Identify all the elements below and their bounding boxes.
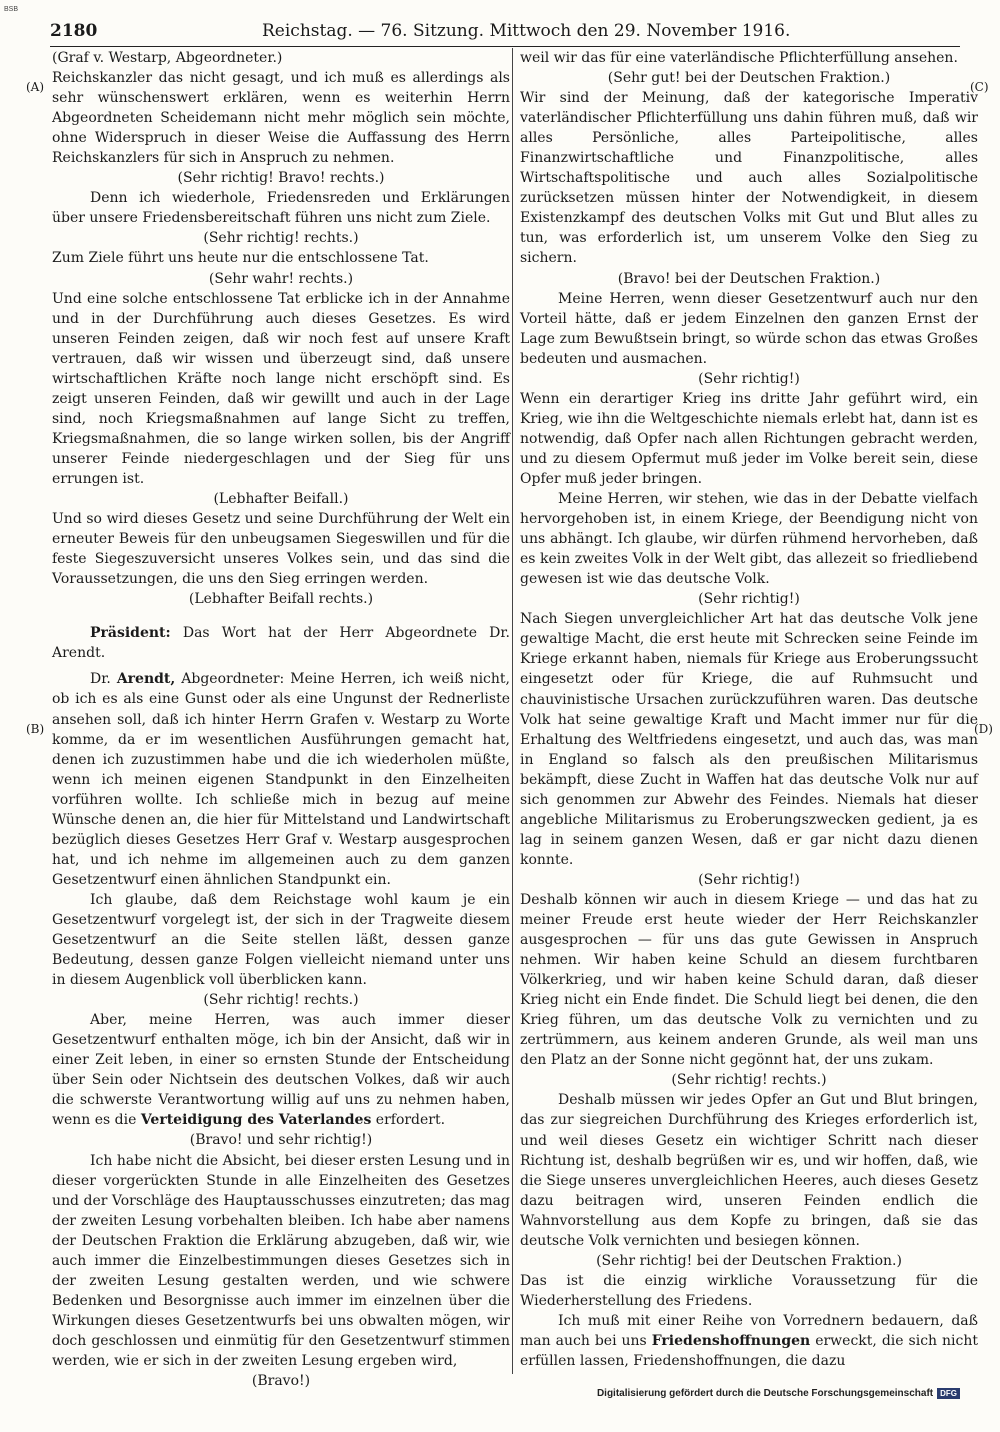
header-rule [50, 46, 960, 47]
paragraph-text: Aber, meine Herren, was auch immer dieser Gesetzentwurf enthalten möge, ich bin der Ansicht, daß wir in einer Zeit leben, in einer so ernsten Stunde der Entscheidung über Sein oder Nichtsein des deutschen Volkes, daß wir auch die schwerste Verantwortung willig auf uns zu nehmen haben, wenn es die [52, 1012, 510, 1129]
margin-marker-b: (B) [26, 722, 45, 736]
interjection: (Bravo! und sehr richtig!) [189, 1132, 373, 1149]
interjection: (Sehr richtig!) [698, 370, 800, 387]
interjection: (Sehr wahr! rechts.) [208, 270, 354, 287]
interjection: (Bravo! bei der Deutschen Fraktion.) [617, 270, 881, 287]
paragraph [52, 1010, 510, 1130]
interjection: (Sehr richtig! Bravo! rechts.) [177, 170, 385, 187]
paragraph: Deshalb können wir auch in diesem Kriege — und das hat zu meiner Freude erst heute wieder der Herr Reichskanzler ausgesprochen — für uns das gute Gewissen in Anspruch nehmen. Wir haben keine Schuld an diesem furchtbaren Völkerkrieg, und wir haben keine Schuld daran, daß dieser Krieg nicht ein Ende findet. Die Schuld liegt bei denen, die den Krieg führen, um das deutsche Volk zu vernichten und zu zertrümmern, aus keinem anderen Grunde, als weil man uns den Platz an der Sonne nicht gegönnt hat, der uns zukam. [520, 891, 978, 1069]
president-statement [52, 623, 510, 663]
speaker-president: Präsident: [90, 625, 171, 642]
interjection: (Sehr richtig! rechts.) [203, 230, 359, 247]
page-header [50, 20, 960, 42]
paragraph: Das ist die einzig wirkliche Voraussetzung für die Wiederherstellung des Friedens. [520, 1272, 978, 1309]
page-number: 2180 [50, 21, 98, 41]
paragraph: Ich glaube, daß dem Reichstage wohl kaum je ein Gesetzentwurf vorgelegt ist, der sich in der Tragweite diesem Gesetzentwurf an die Seite stellen läßt, dessen ganze Bedeutung, dessen ganze Folgen vielleicht niemand unter uns in diesem Augenblick voll überblicken kann. [52, 891, 510, 989]
paragraph: weil wir das für eine vaterländische Pflichterfüllung ansehen. [520, 50, 958, 66]
paragraph-text: erfordert. [375, 1112, 446, 1129]
paragraph: Wir sind der Meinung, daß der kategorische Imperativ vaterländischer Pflichterfüllung uns dahin führen muß, daß wir alles Persönliche, alles Parteipolitische, alles Finanzwirtschaftliche und Finanzpolitische, alles Wirtschaftspolitische und auch alles Sozialpolitische zurücksetzen müssen hinter der Notwendigkeit, in diesem Existenzkampf des deutschen Volks mit Gut und Blut alles zu tun, was erforderlich ist, um unserem Volke den Sieg zu sichern. [520, 90, 978, 267]
paragraph: Reichskanzler das nicht gesagt, und ich muß es allerdings als sehr wünschenswert erklären, wenn es weiterhin Herrn Abgeordneten Scheidemann nicht mehr möglich sein möchte, ohne Widerspruch in dieser Weise die Auffassung des Herrn Reichskanzlers für sich in Anspruch zu nehmen. [52, 70, 510, 167]
paragraph [520, 1311, 978, 1371]
paragraph: Meine Herren, wir stehen, wie das in der Debatte vielfach hervorgehoben ist, in einem Kriege, der Beendigung nicht von uns abhängt. Ich glaube, wir dürfen rühmend hervorheben, daß es kein zweites Volk in der Welt gibt, das allezeit so friedliebend gewesen ist wie das deutsche Volk. [520, 491, 978, 588]
paragraph: Und eine solche entschlossene Tat erblicke ich in der Annahme und in der Durchführung auch dieses Gesetzes. Es wird unseren Feinden zeigen, daß wir noch fest auf unsere Kraft vertrauen, daß wir wissen und überzeugt sind, daß unsere wirtschaftlichen Kräfte noch lange nicht erschöpft sind. Es zeigt unseren Feinden, daß wir gewillt und auch in der Lage sind, noch Kriegsmaßnahmen auf lange Sicht zu treffen, Kriegsmaßnahmen, die so lange wirken sollen, bis der Angriff unserer Feinde niedergeschlagen und der Sieg für uns errungen ist. [52, 290, 510, 487]
interjection: (Sehr richtig! rechts.) [671, 1072, 827, 1089]
paragraph: Nach Siegen unvergleichlicher Art hat das deutsche Volk jene gewaltige Macht, die erst heute mit Schrecken seine Feinde im Kriege erkannt haben, niemals für Kriege aus Eroberungssucht eingesetzt oder für Kriege, die auf Ruhmsucht und chauvinistische Ursachen zurückzuführen waren. Das deutsche Volk hat seine gewaltige Kraft und Macht immer nur für die Erhaltung des Weltfriedens eingesetzt, und auch das, was man in England so falsch als den preußischen Militarismus bekämpft, diese Zucht in Waffen hat das deutsche Volk nur auf sich genommen zur Abwehr des Feindes. Niemals hat dieser angebliche Militarismus zu Eroberungszwecken gedient, ja es lag in seinem ganzen Wesen, daß er gar nicht dazu dienen konnte. [520, 611, 978, 868]
left-column [52, 48, 511, 1390]
interjection: (Lebhafter Beifall.) [213, 491, 349, 508]
right-column [520, 48, 978, 1374]
paragraph-text: Ich muß mit einer Reihe von Vorrednern bedauern, daß man auch bei uns [520, 1312, 978, 1349]
interjection: (Sehr richtig! rechts.) [203, 992, 359, 1009]
paragraph: Meine Herren, wenn dieser Gesetzentwurf auch nur den Vorteil hätte, daß er jedem Einzelnen den ganzen Ernst der Lage zum Bewußtsein bringt, so würde schon das etwas Großes bedeuten und ausmachen. [520, 290, 978, 367]
footer-text: Digitalisierung gefördert durch die Deutsche Forschungsgemeinschaft [596, 1388, 934, 1399]
paragraph: Ich habe nicht die Absicht, bei dieser ersten Lesung und in dieser vorgerückten Stunde in alle Einzelheiten des Gesetzes und der Vorschläge des Hauptausschusses einzutreten; das mag der zweiten Lesung vorbehalten bleiben. Ich habe aber namens der Deutschen Fraktion die Erklärung abzugeben, daß wir, wie auch immer die Einzelbestimmungen dieses Gesetzes sich in der zweiten Lesung gestalten werden, und wie schwere Bedenken und Besorgnisse auch immer im einzelnen über die Wirkungen dieses Gesetzentwurfs bei uns obwalten mögen, wir doch geschlossen und einmütig für den Gesetzentwurf stimmen werden, wie er sich in der zweiten Lesung ergeben wird, [52, 1152, 510, 1369]
interjection: (Bravo!) [251, 1373, 311, 1390]
paragraph: Denn ich wiederhole, Friedensreden und Erklärungen über unsere Friedensbereitschaft führen uns nicht zum Ziele. [52, 190, 510, 227]
margin-marker-a: (A) [26, 80, 45, 94]
speaker-continuation: (Graf v. Westarp, Abgeordneter.) [52, 50, 283, 66]
speaker-arendt: Arendt, [116, 671, 176, 688]
margin-marker-c: (C) [970, 80, 989, 94]
interjection: (Sehr richtig!) [698, 591, 800, 608]
paragraph: Deshalb müssen wir jedes Opfer an Gut und Blut bringen, das zur siegreichen Durchführung des Krieges erforderlich ist, und weil dieses Gesetz ein wichtiger Schritt nach dieser Richtung ist, deshalb begrüßen wir es, und wir hoffen, daß, wie die Siege unseres unvergleichlichen Heeres, auch dieses Gesetz dazu beitragen wird, unseren Feinden endlich die Wahnvorstellung aus dem Kopfe zu bringen, daß sie das deutsche Volk vernichten und besiegen können. [520, 1092, 978, 1249]
dfg-logo: DFG [937, 1388, 960, 1399]
paragraph: Zum Ziele führt uns heute nur die entschlossene Tat. [52, 250, 429, 267]
interjection: (Lebhafter Beifall rechts.) [188, 591, 374, 608]
interjection: (Sehr gut! bei der Deutschen Fraktion.) [607, 70, 891, 87]
running-title: Reichstag. — 76. Sitzung. Mittwoch den 29. November 1916. [262, 21, 791, 41]
library-mark: BSB [4, 6, 19, 13]
emphasis-friedenshoffnungen: Friedenshoffnungen [651, 1333, 811, 1349]
digitization-credit [597, 1388, 960, 1399]
president-text: Das Wort hat der Herr Abgeordnete Dr. Arendt. [52, 625, 511, 662]
emphasis-vaterland: Verteidigung des Vaterlandes [140, 1112, 372, 1129]
speech-arendt [52, 669, 510, 890]
paragraph: Wenn ein derartiger Krieg ins dritte Jahr geführt wird, ein Krieg, wie ihn die Weltgeschichte niemals erlebt hat, dann ist es notwendig, daß Opfer nach allen Richtungen gebracht werden, und zu diesem Opfermut muß jeder im Volke bereit sein, diese Opfer muß jeder bringen. [520, 390, 978, 487]
margin-marker-d: (D) [974, 722, 993, 736]
column-divider [512, 48, 513, 1374]
paragraph-text: erweckt, die sich nicht erfüllen lassen, Friedenshoffnungen, die dazu [520, 1333, 979, 1370]
interjection: (Sehr richtig! bei der Deutschen Fraktion.) [596, 1252, 902, 1269]
speaker-title: Dr. [90, 671, 111, 688]
paragraph: Und so wird dieses Gesetz und seine Durchführung der Welt ein erneuter Beweis für den unbeugsamen Siegeswillen und für die feste Siegeszuversicht unseres Volkes sein, und das sind die Voraussetzungen, die uns den Sieg erringen werden. [52, 511, 510, 588]
paragraph: Abgeordneter: Meine Herren, ich weiß nicht, ob ich es als eine Gunst oder als eine Ungunst der Rednerliste ansehen soll, daß ich hinter Herrn Grafen v. Westarp zu Worte komme, da er im wesentlichen Ausführungen gemacht hat, denen ich zuzustimmen habe und die ich wiederholen müßte, wenn ich meinen eigenen Standpunkt in den Einzelheiten vorführen wollte. Ich schließe mich in bezug auf meine Wünsche denen an, die hier für Mittelstand und Landwirtschaft bezüglich dieses Gesetzes Herr Graf v. Westarp ausgesprochen hat, und ich nehme im allgemeinen auch zu dem ganzen Gesetzentwurf einen ähnlichen Standpunkt ein. [52, 671, 510, 888]
interjection: (Sehr richtig!) [698, 871, 800, 888]
